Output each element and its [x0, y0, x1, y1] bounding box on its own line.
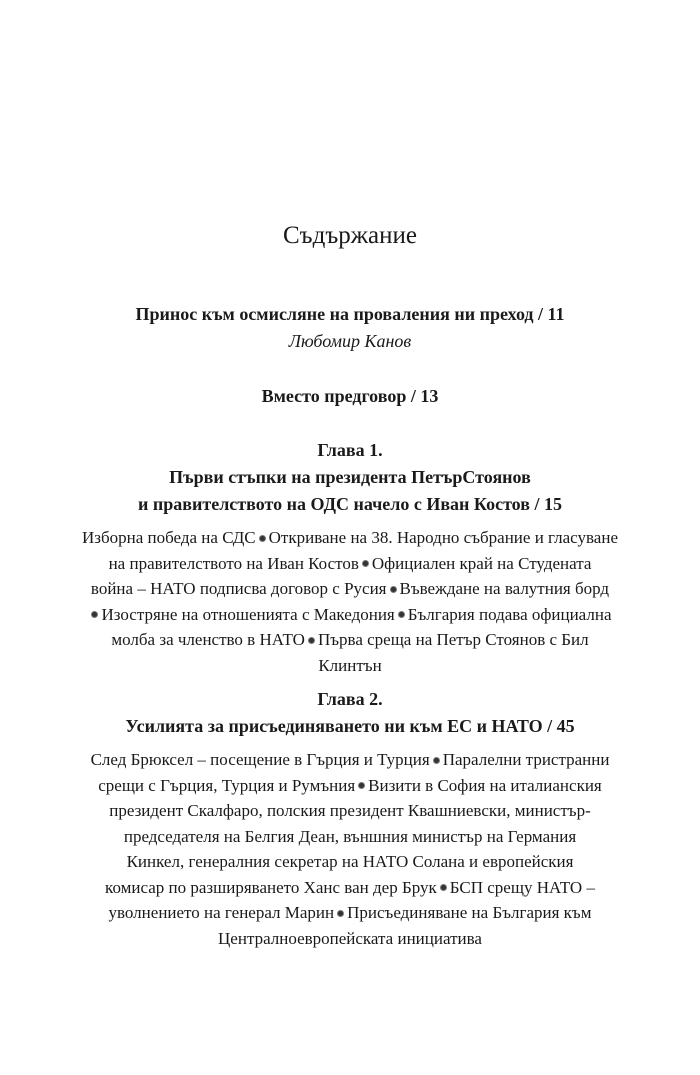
description-segment: България подава официална — [407, 604, 612, 624]
description-segment: Присъединяване на България към — [347, 903, 592, 922]
page-title: Съдържание — [283, 222, 417, 249]
description-line — [80, 824, 620, 850]
chapter-title-line: Усилията за присъединяването ни към ЕС и НАТО / 45 — [125, 716, 575, 736]
chapter-label: Глава 2. — [317, 689, 383, 709]
description-segment: Клинтън — [318, 655, 382, 675]
chapter-description — [80, 747, 620, 951]
description-line — [80, 576, 620, 602]
description-line — [80, 551, 620, 577]
description-line — [80, 525, 620, 551]
description-segment: на правителството на Иван Костов — [108, 553, 359, 573]
description-line — [80, 653, 620, 679]
toc-entry-contribution — [80, 301, 620, 354]
bullet-dot-icon — [362, 560, 369, 567]
description-line — [80, 926, 620, 952]
description-segment: комисар по разширяването Ханс ван дер Брук — [105, 877, 437, 897]
toc-entry-heading: Вместо предговор / 13 — [261, 386, 439, 406]
description-line — [80, 773, 620, 799]
bullet-dot-icon — [398, 611, 405, 618]
description-segment: срещи с Гърция, Турция и Румъния — [98, 775, 356, 795]
description-segment: молба за членство в НАТО — [111, 630, 305, 649]
description-segment: Изостряне на отношенията с Македония — [101, 604, 395, 624]
description-segment: президент Скалфаро, полския президент Квашниевски, министър- — [109, 801, 591, 820]
description-segment: Паралелни тристранни — [442, 750, 610, 769]
toc-entry-preface — [80, 383, 620, 410]
bullet-dot-icon — [308, 637, 315, 644]
description-segment: Изборна победа на СДС — [81, 528, 256, 547]
toc-entry-heading: Принос към осмисляне на проваления ни преход / 11 — [135, 304, 565, 324]
bullet-dot-icon — [440, 884, 447, 891]
description-line — [80, 627, 620, 653]
description-segment: Първа среща на Петър Стоянов с Бил — [317, 630, 589, 649]
description-segment: БСП срещу НАТО – — [449, 877, 595, 897]
chapter-description — [80, 525, 620, 678]
bullet-dot-icon — [358, 782, 365, 789]
description-segment: Визити в София на италианския — [368, 775, 602, 795]
bullet-dot-icon — [91, 611, 98, 618]
description-segment: Кинкел, генералния секретар на НАТО Солана и европейския — [126, 852, 574, 871]
description-line — [80, 747, 620, 773]
description-segment: война – НАТО подписва договор с Русия — [90, 579, 387, 598]
chapter-label: Глава 1. — [317, 440, 383, 460]
description-line — [80, 849, 620, 875]
description-line — [80, 602, 620, 628]
toc-chapter-2 — [80, 686, 620, 951]
bullet-dot-icon — [433, 757, 440, 764]
chapter-title-line: Първи стъпки на президента ПетърСтоянов — [169, 467, 531, 487]
description-segment: След Брюксел – посещение в Гърция и Турция — [90, 750, 430, 769]
description-segment: Откриване на 38. Народно събрание и гласуване — [268, 528, 618, 547]
toc-entry-author: Любомир Канов — [288, 331, 412, 351]
description-line — [80, 875, 620, 901]
description-line — [80, 798, 620, 824]
bullet-dot-icon — [337, 910, 344, 917]
bullet-dot-icon — [390, 586, 397, 593]
toc-chapter-1 — [80, 437, 620, 678]
description-segment: Официален край на Студената — [371, 553, 592, 573]
chapter-title-line: и правителството на ОДС начело с Иван Костов / 15 — [138, 494, 562, 514]
description-segment: Въвеждане на валутния борд — [399, 579, 610, 598]
description-segment: председателя на Белгия Деан, външния министър на Германия — [123, 826, 577, 846]
description-line — [80, 900, 620, 926]
description-segment: Централноевропейската инициатива — [218, 928, 482, 948]
bullet-dot-icon — [259, 535, 266, 542]
description-segment: уволнението на генерал Марин — [108, 903, 335, 922]
